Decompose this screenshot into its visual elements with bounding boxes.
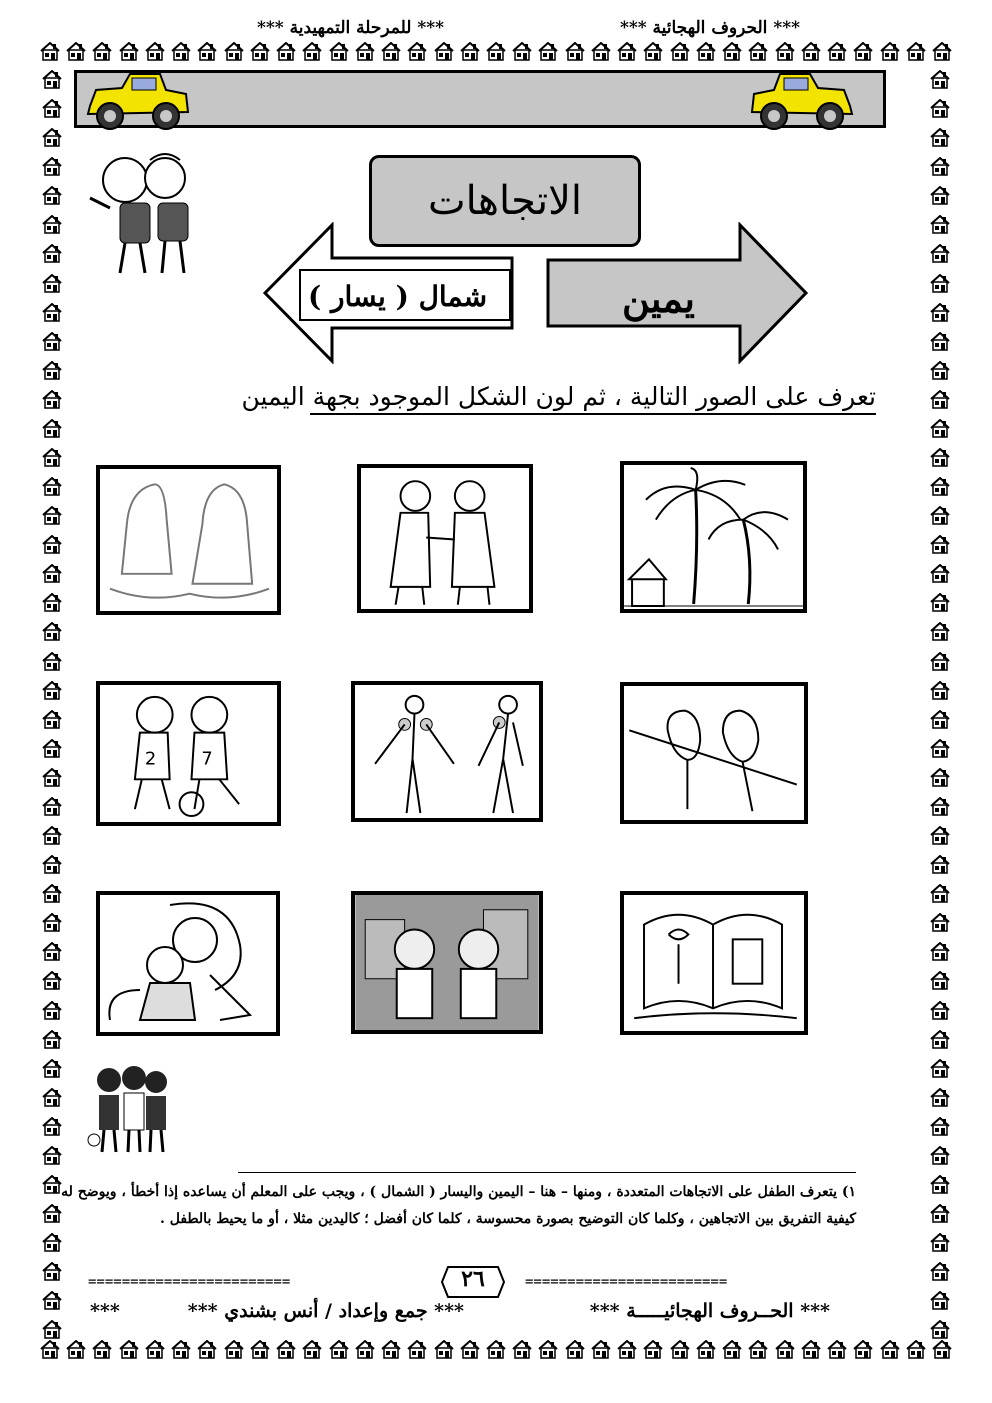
house-border-icon [92, 42, 112, 61]
house-border-icon [722, 1340, 742, 1359]
house-border-icon [930, 274, 950, 293]
group-of-children-icon [84, 1060, 180, 1155]
two-children-in-city-picture [351, 891, 543, 1034]
house-border-icon [930, 739, 950, 758]
house-border-icon [930, 884, 950, 903]
house-border-icon [355, 1340, 375, 1359]
house-border-icon [42, 826, 62, 845]
house-border-icon [42, 1204, 62, 1223]
house-border-icon [250, 1340, 270, 1359]
top-border [40, 42, 952, 61]
house-border-icon [932, 1340, 952, 1359]
page-number: ٢٦ [461, 1266, 485, 1292]
house-border-icon [930, 1262, 950, 1281]
house-border-icon [538, 42, 558, 61]
house-border-icon [42, 186, 62, 205]
house-border-icon [407, 42, 427, 61]
footer-right-text: *** الحــروف الهجائيـــــة *** [589, 1300, 830, 1322]
house-border-icon [930, 971, 950, 990]
left-arrow-label: شمال ( يسار ) [308, 280, 488, 313]
house-border-icon [930, 1088, 950, 1107]
house-border-icon [930, 1001, 950, 1020]
house-border-icon [42, 1059, 62, 1078]
house-border-icon [250, 42, 270, 61]
house-border-icon [906, 1340, 926, 1359]
house-border-icon [42, 70, 62, 89]
house-border-icon [42, 157, 62, 176]
house-border-icon [591, 42, 611, 61]
house-border-icon [801, 1340, 821, 1359]
house-border-icon [276, 42, 296, 61]
house-border-icon [434, 1340, 454, 1359]
open-book-with-plants-picture [620, 891, 808, 1035]
house-border-icon [930, 622, 950, 641]
house-border-icon [538, 1340, 558, 1359]
house-border-icon [930, 913, 950, 932]
house-border-icon [42, 797, 62, 816]
house-border-icon [42, 855, 62, 874]
footnote-line-1: ١) يتعرف الطفل على الاتجاهات المتعددة ، ومنها – هنا – اليمين واليسار ( الشمال ) ، ويجب على المعلم أن يساعده إذا أخطأ ، ويوضح له [61, 1184, 856, 1200]
house-border-icon [355, 42, 375, 61]
house-border-icon [930, 390, 950, 409]
house-border-icon [42, 739, 62, 758]
header-right-text: *** الحروف الهجائية *** [619, 18, 800, 38]
house-border-icon [42, 1262, 62, 1281]
house-border-icon [827, 1340, 847, 1359]
house-border-icon [224, 42, 244, 61]
house-border-icon [42, 1291, 62, 1310]
house-border-icon [197, 42, 217, 61]
yellow-car-left-icon [82, 68, 192, 138]
house-border-icon [42, 1117, 62, 1136]
two-parrots-on-branch-picture [620, 682, 808, 824]
house-border-icon [42, 622, 62, 641]
house-border-icon [381, 42, 401, 61]
house-border-icon [42, 710, 62, 729]
house-border-icon [930, 215, 950, 234]
house-border-icon [512, 42, 532, 61]
right-border [930, 70, 950, 1340]
house-border-icon [930, 1204, 950, 1223]
house-border-icon [930, 564, 950, 583]
house-border-icon [42, 1088, 62, 1107]
house-border-icon [224, 1340, 244, 1359]
house-border-icon [565, 42, 585, 61]
house-border-icon [42, 215, 62, 234]
house-border-icon [930, 855, 950, 874]
house-border-icon [930, 1117, 950, 1136]
separator-right: ======================== [525, 1274, 728, 1290]
house-border-icon [42, 448, 62, 467]
instruction-text: تعرف على الصور التالية ، ثم لون الشكل الموجود بجهة اليمين [310, 382, 876, 415]
two-women-talking-picture [96, 465, 281, 615]
house-border-icon [119, 42, 139, 61]
house-border-icon [617, 1340, 637, 1359]
house-border-icon [932, 42, 952, 61]
house-border-icon [930, 535, 950, 554]
house-border-icon [42, 593, 62, 612]
house-border-icon [801, 42, 821, 61]
house-border-icon [930, 768, 950, 787]
house-border-icon [696, 42, 716, 61]
house-border-icon [930, 652, 950, 671]
separator-left: ======================== [88, 1274, 291, 1290]
house-border-icon [42, 768, 62, 787]
house-border-icon [92, 1340, 112, 1359]
house-border-icon [930, 99, 950, 118]
house-border-icon [930, 419, 950, 438]
house-border-icon [617, 42, 637, 61]
house-border-icon [930, 128, 950, 147]
page-title: الاتجاهات [369, 155, 641, 247]
house-border-icon [42, 971, 62, 990]
house-border-icon [42, 681, 62, 700]
house-border-icon [930, 361, 950, 380]
svg-text:2: 2 [144, 748, 157, 770]
house-border-icon [930, 1059, 950, 1078]
house-border-icon [197, 1340, 217, 1359]
house-border-icon [930, 1030, 950, 1049]
house-border-icon [775, 42, 795, 61]
house-border-icon [42, 99, 62, 118]
house-border-icon [66, 42, 86, 61]
house-border-icon [302, 1340, 322, 1359]
two-mannequin-figures-picture [351, 681, 543, 822]
house-border-icon [880, 1340, 900, 1359]
house-border-icon [930, 681, 950, 700]
house-border-icon [381, 1340, 401, 1359]
house-border-icon [42, 128, 62, 147]
house-border-icon [930, 1175, 950, 1194]
left-border [42, 70, 62, 1340]
house-border-icon [930, 1291, 950, 1310]
house-border-icon [42, 1001, 62, 1020]
house-border-icon [329, 1340, 349, 1359]
palm-trees-house-picture [620, 461, 807, 613]
kids-with-backpacks-icon [80, 148, 205, 278]
footer-left-text: *** [90, 1300, 120, 1322]
house-border-icon [66, 1340, 86, 1359]
house-border-icon [40, 1340, 60, 1359]
house-border-icon [329, 42, 349, 61]
two-boys-shaking-hands-picture [357, 464, 533, 613]
house-border-icon [930, 70, 950, 89]
house-border-icon [930, 244, 950, 263]
house-border-icon [42, 942, 62, 961]
house-border-icon [42, 506, 62, 525]
house-border-icon [930, 157, 950, 176]
house-border-icon [880, 42, 900, 61]
house-border-icon [42, 535, 62, 554]
house-border-icon [930, 303, 950, 322]
house-border-icon [591, 1340, 611, 1359]
house-border-icon [930, 1320, 950, 1339]
footer-middle-text: *** جمع وإعداد / أنس بشندي *** [187, 1300, 464, 1322]
footnote-divider [238, 1172, 856, 1173]
yellow-car-right-icon [748, 68, 858, 138]
house-border-icon [42, 1320, 62, 1339]
house-border-icon [512, 1340, 532, 1359]
house-border-icon [827, 42, 847, 61]
house-border-icon [565, 1340, 585, 1359]
house-border-icon [930, 797, 950, 816]
house-border-icon [930, 942, 950, 961]
house-border-icon [930, 506, 950, 525]
house-border-icon [643, 1340, 663, 1359]
house-border-icon [930, 477, 950, 496]
house-border-icon [748, 1340, 768, 1359]
house-border-icon [42, 361, 62, 380]
house-border-icon [930, 332, 950, 351]
house-border-icon [42, 1233, 62, 1252]
right-arrow-label: يمين [622, 276, 695, 321]
house-border-icon [930, 448, 950, 467]
house-border-icon [930, 1233, 950, 1252]
house-border-icon [171, 42, 191, 61]
house-border-icon [42, 390, 62, 409]
house-border-icon [302, 42, 322, 61]
house-border-icon [145, 42, 165, 61]
house-border-icon [486, 42, 506, 61]
house-border-icon [460, 1340, 480, 1359]
house-border-icon [722, 42, 742, 61]
house-border-icon [670, 42, 690, 61]
house-border-icon [486, 1340, 506, 1359]
house-border-icon [930, 710, 950, 729]
house-border-icon [930, 593, 950, 612]
house-border-icon [40, 42, 60, 61]
footnote-line-2: كيفية التفريق بين الاتجاهين ، وكلما كان التوضيح بصورة محسوسة ، كلما كان أفضل ؛ كاليدين مثلا ، أو ما يحيط بالطفل . [160, 1211, 856, 1227]
svg-text:7: 7 [201, 748, 213, 770]
house-border-icon [460, 42, 480, 61]
house-border-icon [42, 419, 62, 438]
house-border-icon [748, 42, 768, 61]
house-border-icon [276, 1340, 296, 1359]
house-border-icon [145, 1340, 165, 1359]
house-border-icon [42, 564, 62, 583]
house-border-icon [42, 1030, 62, 1049]
house-border-icon [42, 303, 62, 322]
house-border-icon [42, 477, 62, 496]
house-border-icon [42, 244, 62, 263]
house-border-icon [42, 274, 62, 293]
house-border-icon [42, 652, 62, 671]
girl-with-monkey-picture [96, 891, 280, 1036]
house-border-icon [906, 42, 926, 61]
house-border-icon [42, 913, 62, 932]
house-border-icon [171, 1340, 191, 1359]
house-border-icon [42, 1175, 62, 1194]
house-border-icon [853, 42, 873, 61]
house-border-icon [670, 1340, 690, 1359]
header-left-text: *** للمرحلة التمهيدية *** [257, 18, 444, 38]
house-border-icon [853, 1340, 873, 1359]
house-border-icon [119, 1340, 139, 1359]
two-boys-playing-football-picture [96, 681, 281, 826]
house-border-icon [930, 1146, 950, 1165]
house-border-icon [775, 1340, 795, 1359]
house-border-icon [407, 1340, 427, 1359]
house-border-icon [42, 1146, 62, 1165]
house-border-icon [696, 1340, 716, 1359]
house-border-icon [930, 826, 950, 845]
bottom-border [40, 1340, 952, 1359]
house-border-icon [434, 42, 454, 61]
house-border-icon [42, 884, 62, 903]
house-border-icon [643, 42, 663, 61]
house-border-icon [930, 186, 950, 205]
house-border-icon [42, 332, 62, 351]
